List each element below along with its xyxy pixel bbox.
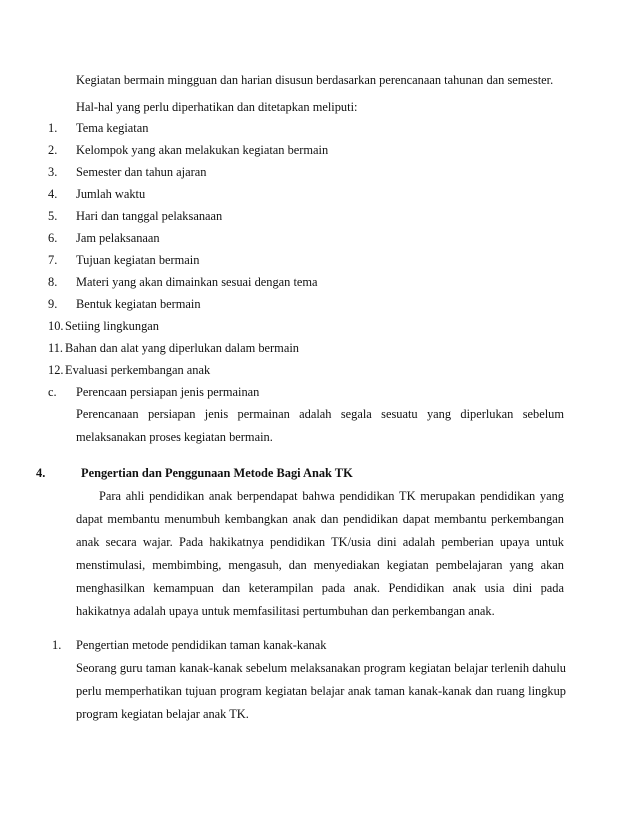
list-number: 8. (48, 275, 58, 289)
section-number: 4. (36, 466, 46, 480)
subsection-para-line: Seorang guru taman kanak-kanak sebelum melaksanakan program kegiatan belajar terlenih dahulu (76, 661, 566, 675)
list-item: Jam pelaksanaan (76, 231, 160, 245)
section-para-line: menstimulasi, membimbing, mengasuh, dan menyediakan kegiatan pembelajaran yang akan (76, 558, 564, 572)
list-item: Jumlah waktu (76, 187, 146, 201)
section-para-line: anak secara wajar. Pada hakikatnya pendidikan TK/usia dini adalah pemberian upaya untuk (76, 535, 564, 549)
list-number: 11. (48, 341, 64, 355)
subsection-number: 1. (52, 638, 62, 652)
list-item: Evaluasi perkembangan anak (65, 363, 211, 377)
list-number: 9. (48, 297, 58, 311)
subsection-para-line: program kegiatan belajar anak TK. (76, 707, 249, 721)
section-para-line: dapat membantu menumbuh kembangkan anak dan pendidikan dapat membantu perkembangan (76, 512, 564, 526)
subsection-heading: Pengertian metode pendidikan taman kanak-kanak (76, 638, 327, 652)
list-item: Bahan dan alat yang diperlukan dalam bermain (65, 341, 299, 355)
list-number: 4. (48, 187, 58, 201)
item-c-heading: Perencaan persiapan jenis permainan (76, 385, 260, 399)
list-item: Semester dan tahun ajaran (76, 165, 207, 179)
list-number: 12. (48, 363, 64, 377)
item-c-para-line: Perencanaan persiapan jenis permainan adalah segala sesuatu yang diperlukan sebelum (76, 407, 564, 421)
list-number: 3. (48, 165, 58, 179)
list-item: Hari dan tanggal pelaksanaan (76, 209, 223, 223)
list-number: 6. (48, 231, 58, 245)
list-item: Kelompok yang akan melakukan kegiatan bermain (76, 143, 329, 157)
list-number: 7. (48, 253, 58, 267)
list-number: 2. (48, 143, 58, 157)
list-item: Bentuk kegiatan bermain (76, 297, 201, 311)
section-title: Pengertian dan Penggunaan Metode Bagi Anak TK (81, 466, 353, 480)
list-item: Tema kegiatan (76, 121, 149, 135)
section-para-line: Para ahli pendidikan anak berpendapat bahwa pendidikan TK merupakan pendidikan yang (99, 489, 564, 503)
item-c-letter: c. (48, 385, 57, 399)
item-c-para-line: melaksanakan proses kegiatan bermain. (76, 430, 273, 444)
list-item: Setiing lingkungan (65, 319, 159, 333)
list-number: 10. (48, 319, 64, 333)
list-number: 5. (48, 209, 58, 223)
list-number: 1. (48, 121, 58, 135)
list-item: Materi yang akan dimainkan sesuai dengan tema (76, 275, 318, 289)
intro-line-2: Hal-hal yang perlu diperhatikan dan ditetapkan meliputi: (76, 100, 358, 114)
section-para-line: hakikatnya adalah upaya untuk memfasilitasi pertumbuhan dan perkembangan anak. (76, 604, 495, 618)
list-item: Tujuan kegiatan bermain (76, 253, 200, 267)
section-para-line: menghasilkan kemampuan dan keterampilan pada anak. Pendidikan anak usia dini pada (76, 581, 564, 595)
intro-line-1: Kegiatan bermain mingguan dan harian disusun berdasarkan perencanaan tahunan dan semester. (76, 73, 554, 87)
subsection-para-line: perlu memperhatikan tujuan program kegiatan belajar anak taman kanak-kanak dan ruang lingkup (76, 684, 566, 698)
